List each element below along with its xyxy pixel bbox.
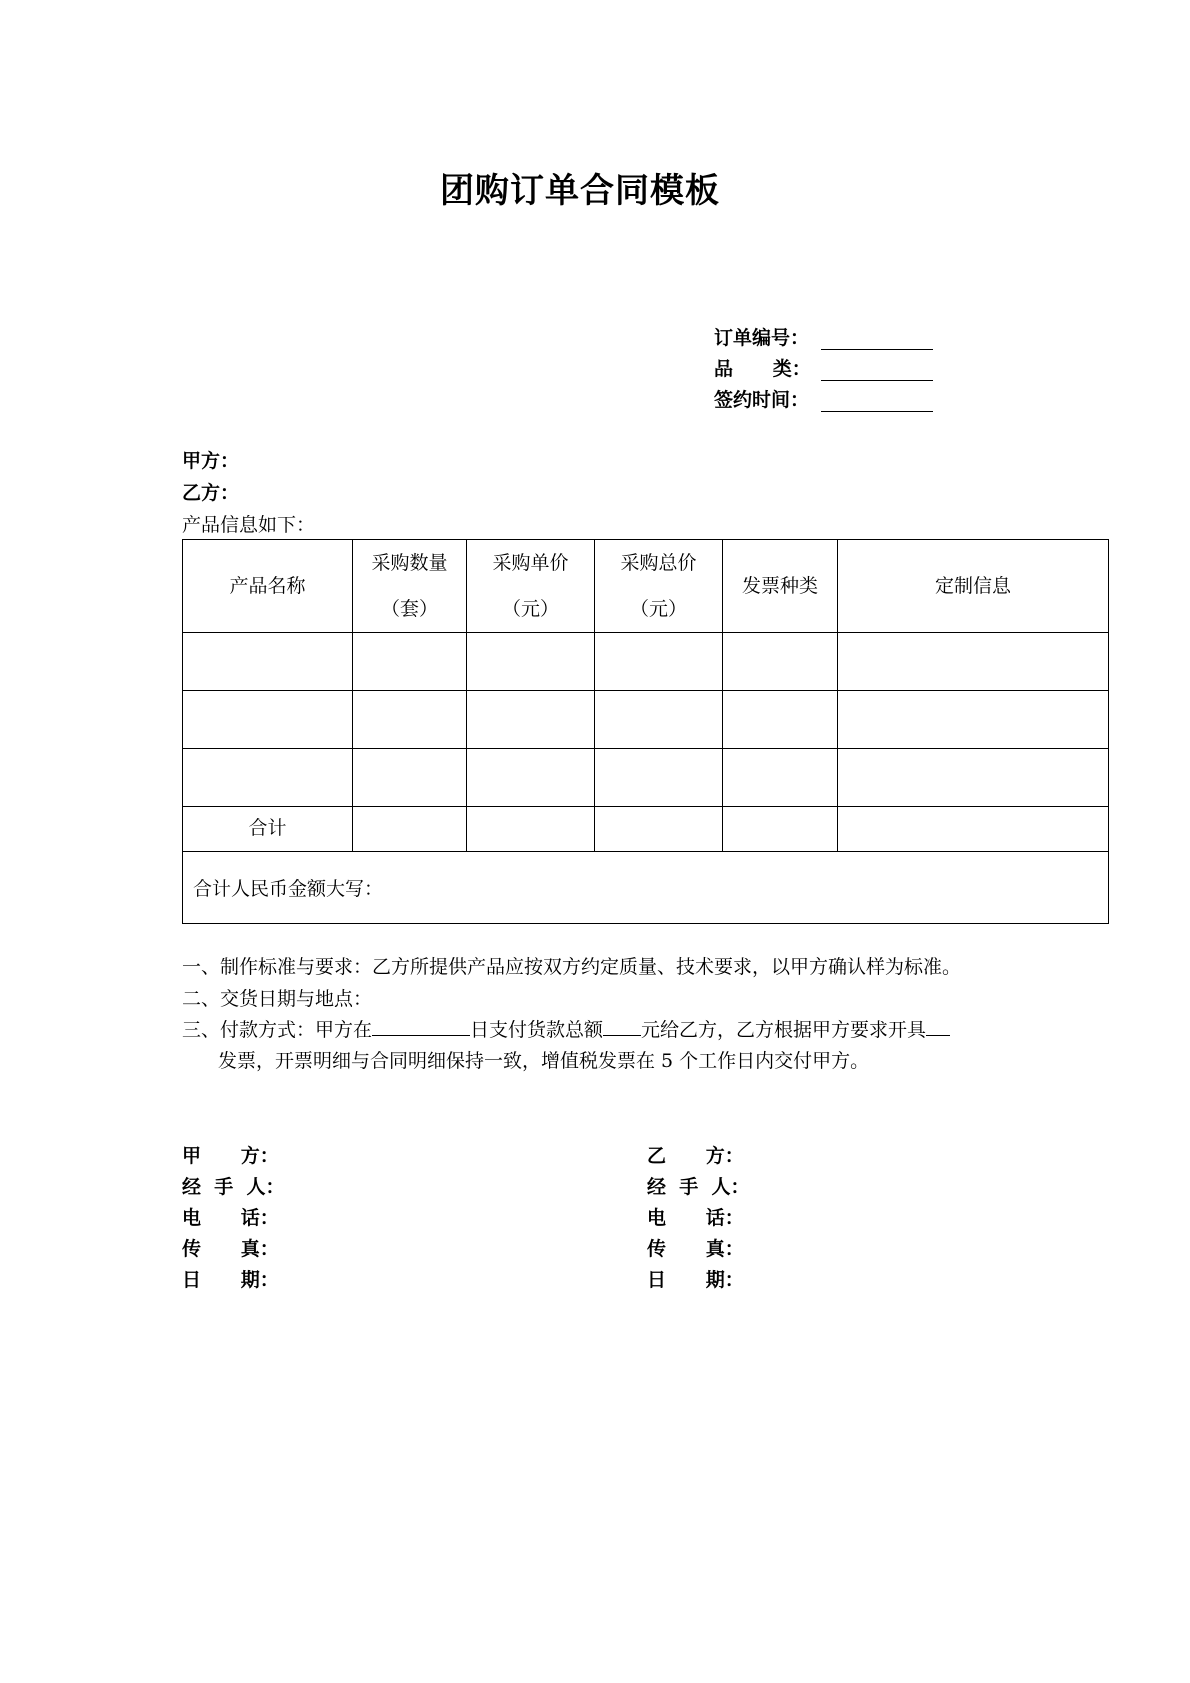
table-cell[interactable] (595, 633, 723, 691)
table-cell[interactable] (467, 807, 595, 852)
meta-sign-date (714, 381, 933, 412)
table-cell[interactable] (595, 691, 723, 749)
amount-words-cell[interactable] (183, 852, 1109, 924)
meta-label: 品 类： (714, 358, 811, 380)
sign-party-a: 甲 方： (182, 1145, 279, 1167)
category-field[interactable] (821, 360, 933, 381)
table-header-row (183, 540, 1109, 633)
amount-words-label: 合计人民币金额大写： (193, 878, 384, 900)
table-cell[interactable] (183, 691, 353, 749)
header-custom-info: 定制信息 (838, 540, 1109, 633)
meta-category (714, 350, 933, 381)
party-a-label: 甲方： (182, 450, 240, 472)
table-cell[interactable] (353, 691, 467, 749)
product-intro: 产品信息如下： (182, 514, 316, 536)
header-quantity: 采购数量 （套） (353, 540, 467, 633)
clause-1: 一、制作标准与要求：乙方所提供产品应按双方约定质量、技术要求，以甲方确认样为标准。 (182, 956, 962, 978)
table-cell[interactable] (838, 633, 1109, 691)
table-row (183, 749, 1109, 807)
table-cell[interactable] (838, 749, 1109, 807)
table-cell[interactable] (353, 749, 467, 807)
order-meta (714, 319, 933, 412)
table-cell[interactable] (595, 749, 723, 807)
clause-3-continued: 发票，开票明细与合同明细保持一致，增值税发票在 5 个工作日内交付甲方。 (218, 1050, 870, 1072)
table-total-row (183, 807, 1109, 852)
order-number-field[interactable] (821, 329, 933, 350)
header-invoice-type: 发票种类 (723, 540, 838, 633)
table-cell[interactable] (723, 633, 838, 691)
meta-order-number (714, 319, 933, 350)
product-table (182, 539, 1109, 924)
meta-label: 订单编号： (714, 327, 810, 349)
table-cell[interactable] (723, 749, 838, 807)
party-b-label: 乙方： (182, 482, 240, 504)
table-cell[interactable] (353, 633, 467, 691)
table-cell[interactable] (183, 749, 353, 807)
sign-date-b: 日 期： (647, 1269, 744, 1291)
table-cell[interactable] (183, 633, 353, 691)
invoice-type-blank[interactable] (926, 1017, 950, 1036)
payment-amount-blank[interactable] (603, 1017, 641, 1036)
document-title: 团购订单合同模板 (440, 171, 720, 211)
sign-phone-a: 电 话： (182, 1207, 279, 1229)
table-cell[interactable] (595, 807, 723, 852)
sign-fax-a: 传 真： (182, 1238, 279, 1260)
clause-3: 三、付款方式：甲方在 日支付货款总额 元给乙方，乙方根据甲方要求开具 (182, 1015, 950, 1046)
table-cell[interactable] (467, 749, 595, 807)
sign-fax-b: 传 真： (647, 1238, 744, 1260)
amount-words-row (183, 852, 1109, 924)
table-cell[interactable] (467, 633, 595, 691)
sign-date-a: 日 期： (182, 1269, 279, 1291)
sign-handler-b: 经 手 人： (647, 1176, 750, 1198)
table-cell[interactable] (467, 691, 595, 749)
payment-date-blank[interactable] (372, 1017, 470, 1036)
sign-date-field[interactable] (821, 391, 933, 412)
sign-phone-b: 电 话： (647, 1207, 744, 1229)
table-row (183, 633, 1109, 691)
header-product-name: 产品名称 (183, 540, 353, 633)
sign-party-b: 乙 方： (647, 1145, 744, 1167)
table-cell[interactable] (353, 807, 467, 852)
party-b-signature-block (647, 1141, 749, 1296)
total-label-cell: 合计 (183, 807, 353, 852)
header-total-price: 采购总价 （元） (595, 540, 723, 633)
table-cell[interactable] (838, 807, 1109, 852)
party-a-signature-block (182, 1141, 284, 1296)
table-cell[interactable] (723, 807, 838, 852)
table-cell[interactable] (723, 691, 838, 749)
table-cell[interactable] (838, 691, 1109, 749)
clause-2: 二、交货日期与地点： (182, 988, 373, 1010)
table-row (183, 691, 1109, 749)
header-unit-price: 采购单价 （元） (467, 540, 595, 633)
meta-label: 签约时间： (714, 389, 810, 411)
sign-handler-a: 经 手 人： (182, 1176, 285, 1198)
